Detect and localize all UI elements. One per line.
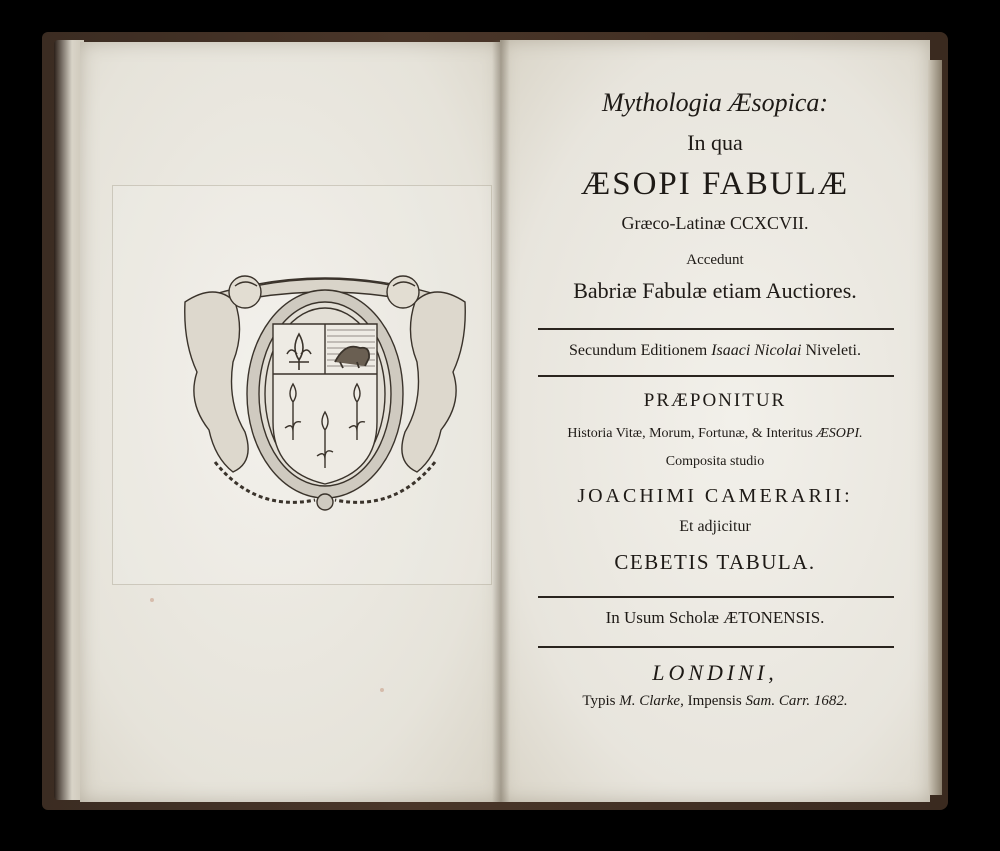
edition-line	[510, 342, 920, 360]
cebetis-tabula: CEBETIS TABULA.	[614, 550, 816, 574]
title-accedunt: Accedunt	[686, 252, 744, 268]
imprint-year: 1682.	[810, 693, 848, 709]
title-rule	[538, 646, 894, 648]
historia-prefix: Historia Vitæ, Morum, Fortunæ, & Interitus	[567, 426, 817, 441]
usum-line: In Usum Scholæ ÆTONENSIS.	[605, 608, 825, 627]
typis-prefix: Typis	[582, 693, 620, 709]
title-rule	[538, 328, 894, 330]
foxing-spot	[150, 598, 154, 602]
author-name: JOACHIMI CAMERARII:	[577, 485, 853, 507]
title-aesopi-fabulae: ÆSOPI FABULÆ	[580, 166, 850, 202]
praeponitur-heading: PRÆPONITUR	[643, 390, 787, 411]
historia-name: ÆSOPI.	[816, 426, 863, 441]
title-babriae: Babriæ Fabulæ etiam Auctiores.	[573, 278, 857, 303]
imprint-line	[510, 693, 920, 710]
printer-name: M. Clarke	[619, 693, 681, 709]
foxing-spot	[380, 688, 384, 692]
publisher-name: Sam. Carr.	[745, 693, 811, 709]
composita-line: Composita studio	[665, 454, 765, 469]
title-page	[510, 40, 920, 802]
title-rule	[538, 375, 894, 377]
edition-prefix: Secundum Editionem	[569, 342, 712, 359]
imprint-place: LONDINI,	[652, 660, 778, 685]
book-gutter	[492, 40, 510, 802]
edition-suffix: Niveleti.	[801, 342, 861, 359]
edition-name: Isaaci Nicolai	[711, 342, 802, 359]
adjicitur-line: Et adjicitur	[679, 518, 751, 535]
title-rule	[538, 596, 894, 598]
title-mythologia: Mythologia Æsopica:	[601, 88, 829, 117]
page-edges	[928, 60, 942, 795]
historia-line	[510, 426, 920, 442]
impensis: , Impensis	[680, 693, 746, 709]
coat-of-arms-with-cherubs-icon	[175, 262, 475, 524]
title-graeco-latinae: Græco-Latinæ CCXCVII.	[621, 213, 809, 233]
title-in-qua: In qua	[687, 130, 743, 155]
